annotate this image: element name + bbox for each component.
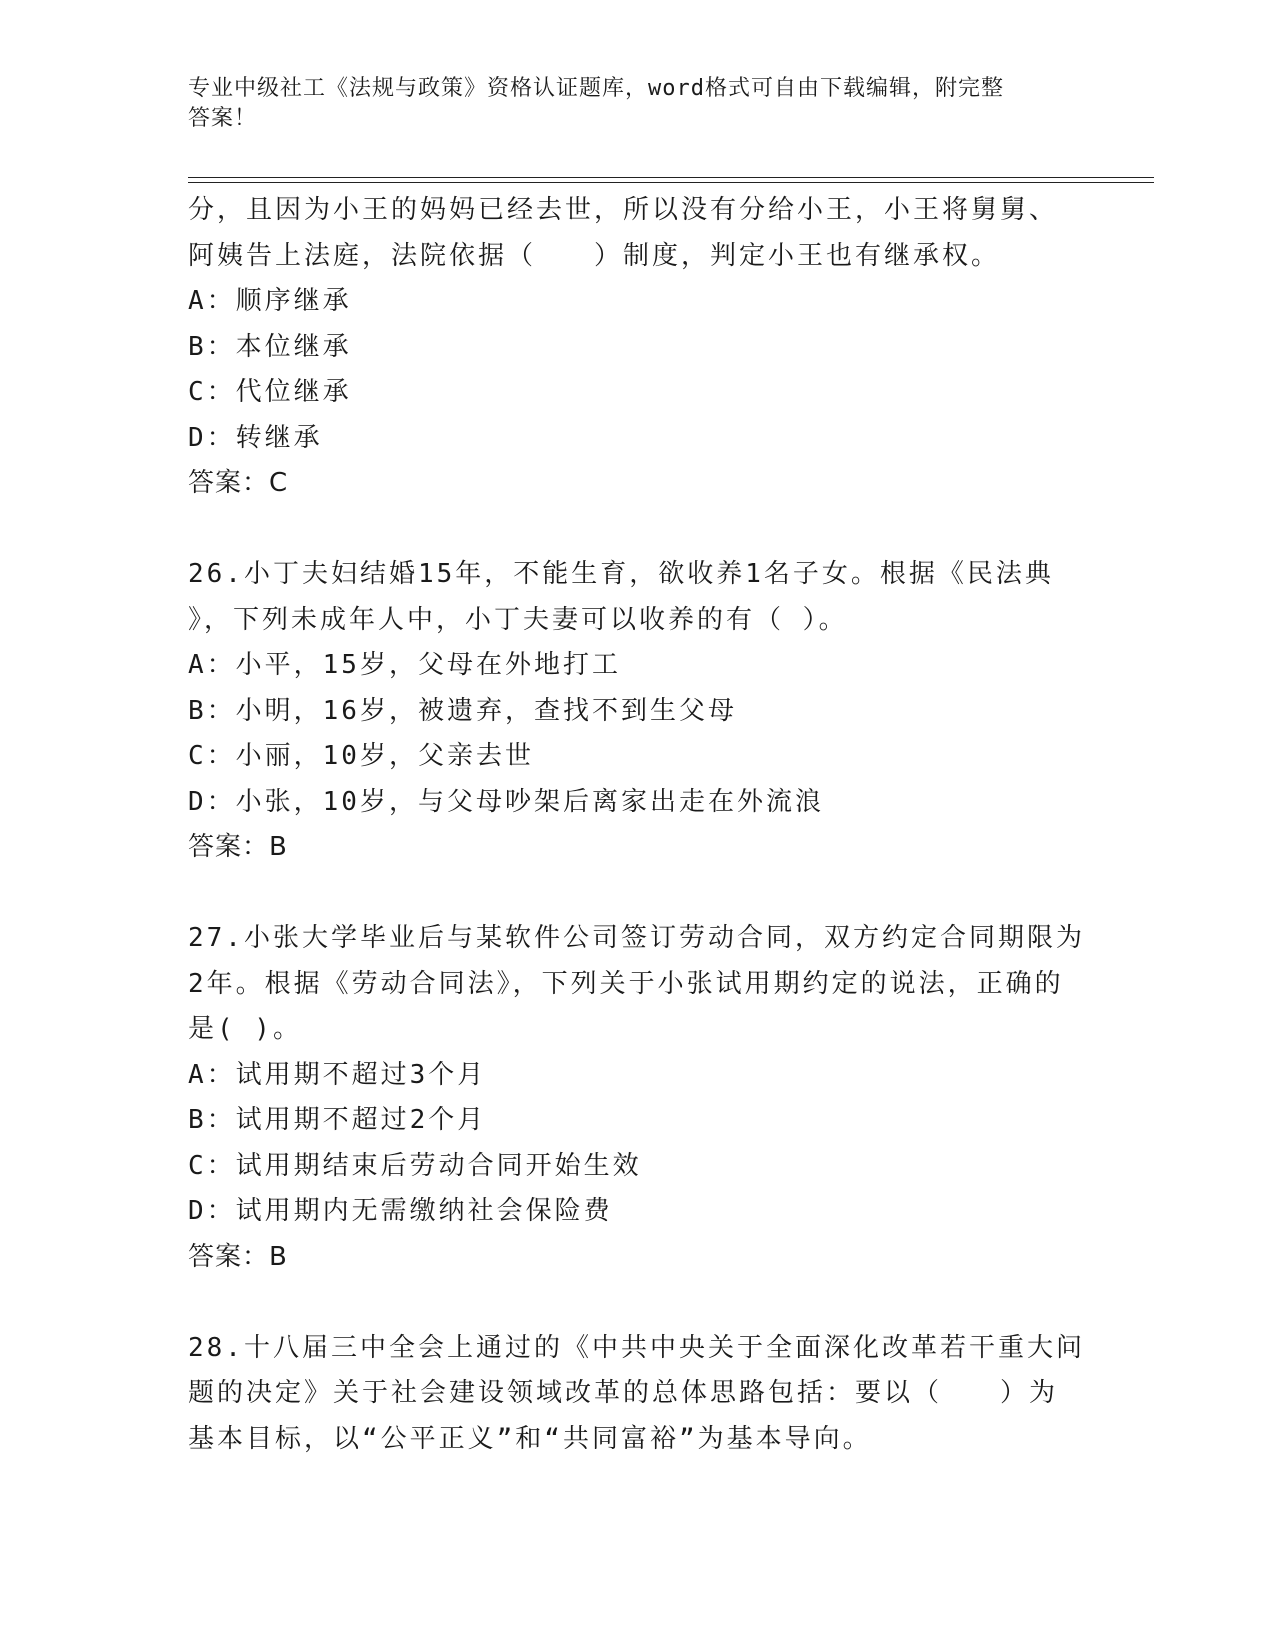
question-text: 》，下列未成年人中，小丁夫妻可以收养的有（ ）。 bbox=[188, 604, 848, 635]
option-b: B：试用期不超过2个月 bbox=[188, 1105, 487, 1135]
spacer bbox=[188, 871, 1088, 917]
question-27 bbox=[188, 916, 1088, 1280]
question-list bbox=[188, 188, 1088, 1462]
header-line: 答案！ bbox=[188, 106, 258, 131]
spacer bbox=[188, 507, 1088, 553]
question-text: 基本目标，以“公平正义”和“共同富裕”为基本导向。 bbox=[188, 1423, 872, 1454]
document-header bbox=[188, 74, 1088, 134]
option-c: C：代位继承 bbox=[188, 377, 352, 407]
option-a: A：顺序继承 bbox=[188, 286, 352, 316]
question-28 bbox=[188, 1326, 1088, 1463]
answer: 答案：B bbox=[188, 1241, 288, 1272]
question-26 bbox=[188, 552, 1088, 871]
question-text: 分，且因为小王的妈妈已经去世，所以没有分给小王，小王将舅舅、 bbox=[188, 195, 1059, 225]
option-c: C：试用期结束后劳动合同开始生效 bbox=[188, 1150, 642, 1181]
spacer bbox=[188, 1280, 1088, 1326]
header-divider bbox=[188, 177, 1154, 178]
answer: 答案：B bbox=[188, 832, 288, 862]
option-a: A：小平，15岁，父母在外地打工 bbox=[188, 650, 621, 680]
question-25 bbox=[188, 188, 1088, 507]
question-text: 2年。根据《劳动合同法》，下列关于小张试用期约定的说法，正确的 bbox=[188, 968, 1064, 999]
question-text: 27.小张大学毕业后与某软件公司签订劳动合同，双方约定合同期限为 bbox=[188, 923, 1085, 953]
option-a: A：试用期不超过3个月 bbox=[188, 1059, 487, 1090]
question-text: 26.小丁夫妇结婚15年，不能生育，欲收养1名子女。根据《民法典 bbox=[188, 559, 1054, 589]
option-b: B：本位继承 bbox=[188, 331, 352, 362]
header-divider bbox=[188, 182, 1154, 183]
question-text: 28.十八届三中全会上通过的《中共中央关于全面深化改革若干重大问 bbox=[188, 1332, 1085, 1363]
option-b: B：小明，16岁，被遗弃，查找不到生父母 bbox=[188, 695, 737, 726]
question-text: 题的决定》关于社会建设领域改革的总体思路包括：要以（ ）为 bbox=[188, 1378, 1059, 1408]
option-d: D：转继承 bbox=[188, 422, 323, 453]
option-d: D：小张，10岁，与父母吵架后离家出走在外流浪 bbox=[188, 786, 824, 817]
question-text: 阿姨告上法庭，法院依据（ ）制度，判定小王也有继承权。 bbox=[188, 240, 1001, 271]
question-text: 是( )。 bbox=[188, 1014, 302, 1044]
option-d: D：试用期内无需缴纳社会保险费 bbox=[188, 1196, 613, 1226]
answer: 答案：C bbox=[188, 468, 289, 498]
option-c: C：小丽，10岁，父亲去世 bbox=[188, 741, 534, 771]
header-line: 专业中级社工《法规与政策》资格认证题库，word格式可自由下载编辑，附完整 bbox=[188, 76, 1004, 101]
